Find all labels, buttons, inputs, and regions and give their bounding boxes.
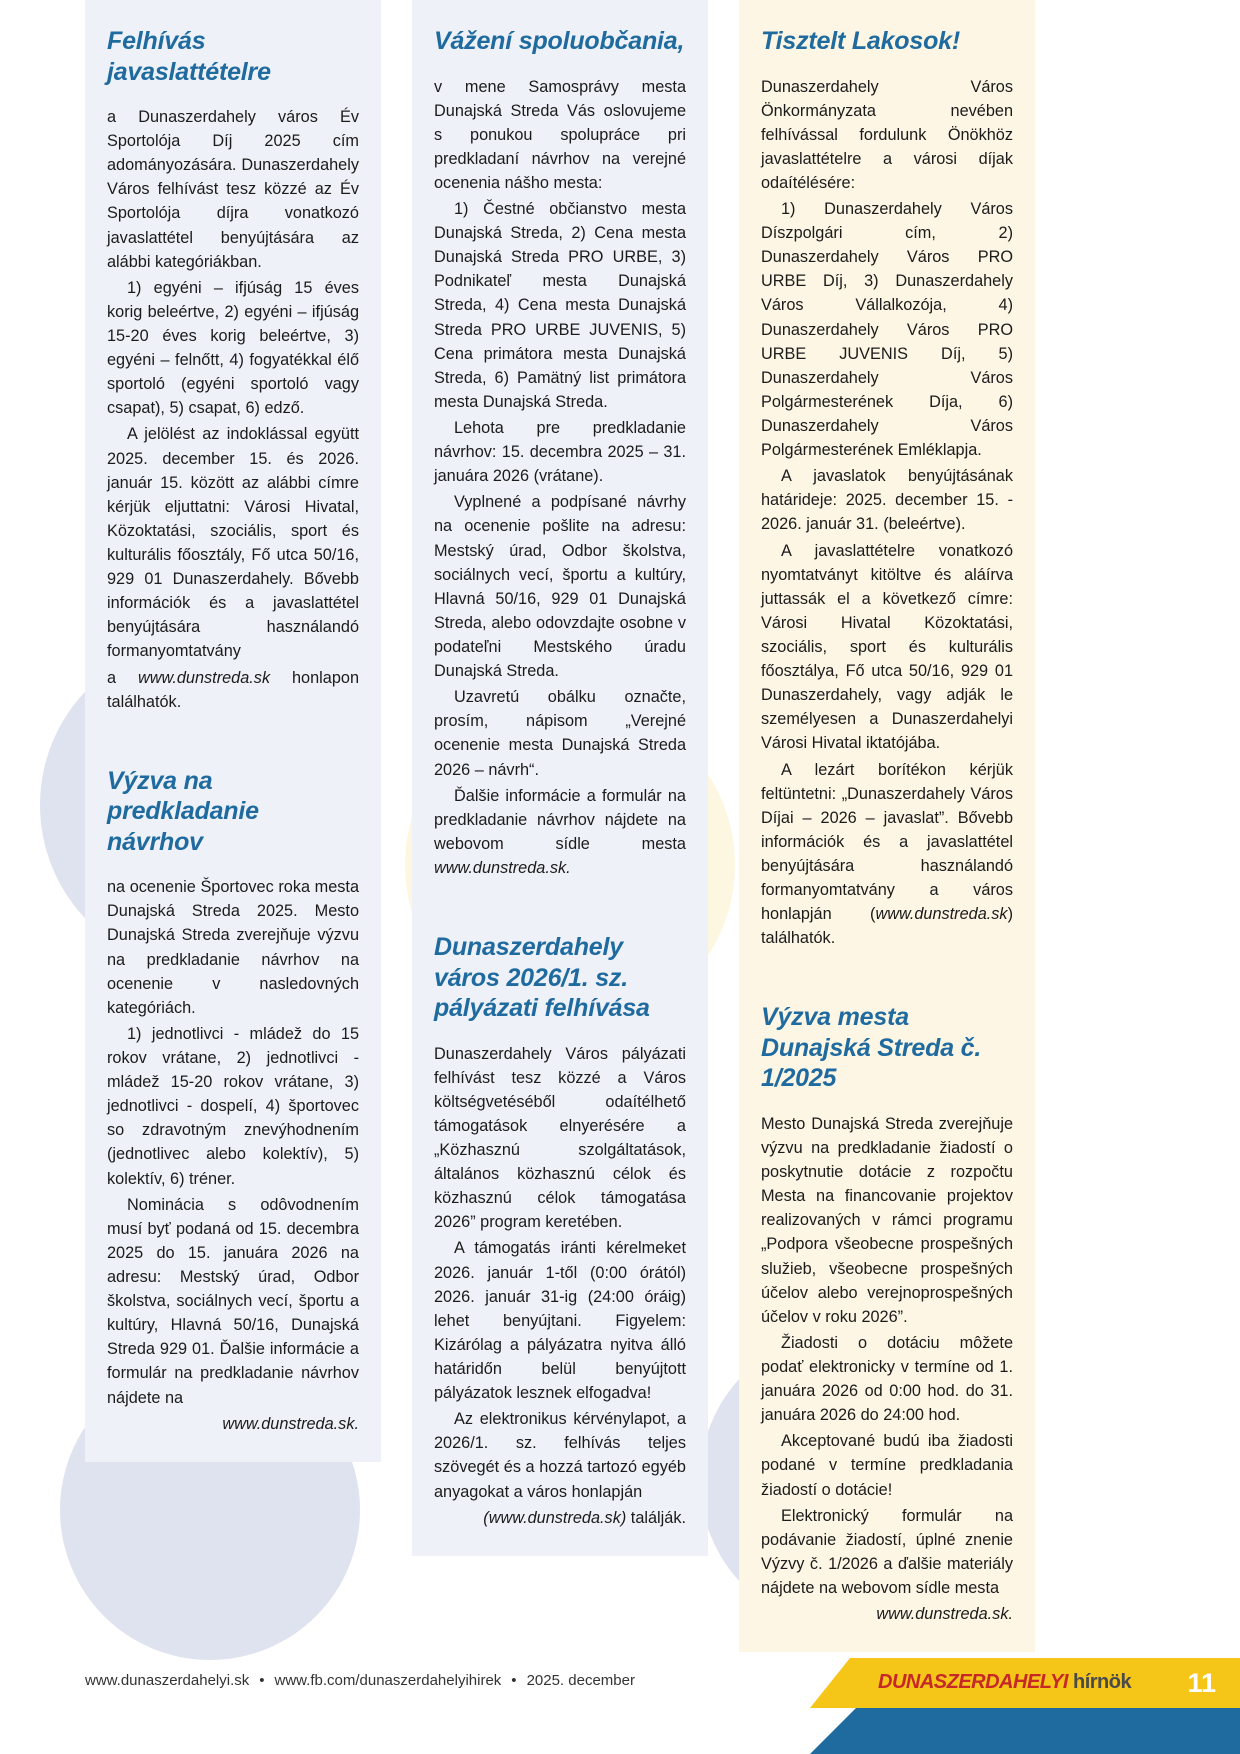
article-paragraph-with-url [107,666,359,714]
text-before-url: a [107,668,138,687]
footer-masthead-band [810,1658,1240,1708]
article-paragraph: Akceptované budú iba žiadosti podané v termíne predkladania žiadostí o dotácie! [761,1432,1013,1499]
article-paragraph: 1) Čestné občianstvo mesta Dunajská Streda, 2) Cena mesta Dunajská Streda PRO URBE, 3) Podnikateľ mesta Dunajská Streda, 4) Cena mesta Dunajská Streda PRO URBE JUVENIS, 5) Cena primátora mesta Dunajská Streda, 6) Pamätný list primátora mesta Dunajská Streda. [434,200,686,411]
article-paragraph: v mene Samosprávy mesta Dunajská Streda Vás oslovujeme s ponukou spolupráce pri predkladaní návrhov na verejné ocenenia nášho mesta: [434,77,686,192]
article-paragraph: Dunaszerdahely Város pályázati felhívást tesz közzé a Város költségvetéséből odaítélhető támogatások elnyerésére a „Közhasznú szolgáltatások, általános közhasznú célok és közhasznú célok támogatása 2026” program keretében. [434,1044,686,1232]
footer-separator-1: • [259,1672,265,1689]
article-paragraph-with-url [434,1506,686,1530]
article-paragraph: 1) Dunaszerdahely Város Díszpolgári cím, 2) Dunaszerdahely Város PRO URBE Díj, 3) Dunaszerdahely Város Vállalkozója, 4) Dunaszerdahely Város PRO URBE JUVENIS Díj, 5) Dunaszerdahely Város Polgármesterének Díja, 6) Dunaszerdahely Város Polgármesterének Emléklapja. [761,200,1013,460]
footer-issue-date: 2025. december [526,1672,635,1689]
footer-meta [85,1672,635,1689]
article-title: Výzva na predkladanie návrhov [107,766,259,856]
footer-blue-shape [810,1708,1240,1754]
text-before-url: A lezárt borítékon kérjük feltüntetni: „Dunaszerdahely Város Díjai – 2026 – javaslat”. Bővebb információk és a javaslattétel benyújtására használandó formanyomtatvány a város honlapján ( [761,760,1013,924]
article-vyzva-na-predkladanie-navrhov [85,740,381,1462]
column-left [85,0,381,1462]
article-title: Dunaszerdahely város 2026/1. sz. pályázati felhívása [434,933,650,1023]
text-after-url: honlapon találhatók. [107,668,359,711]
page-number: 11 [1187,1668,1216,1698]
article-paragraph: Uzavretú obálku označte, prosím, nápisom „Verejné ocenenie mesta Dunajská Streda 2026 – návrh“. [434,688,686,779]
column-right [739,0,1035,1652]
page-footer [0,1644,1240,1754]
article-vazeni-spoluobcania [412,0,708,906]
article-paragraph: A jelölést az indoklással együtt 2025. december 15. és 2026. január 15. között az alábbi címre kérjük eljuttatni: Városi Hivatal, Közoktatási, szociális, sport és kulturális főosztály, Fő utca 50/16, 929 01 Dunaszerdahely. Bővebb információk és a javaslattétel benyújtására használandó formanyomtatvány [107,425,359,661]
article-title: Tisztelt Lakosok! [761,27,960,55]
text-after-url: találják. [626,1508,686,1527]
article-paragraph: 1) jednotlivci - mládež do 15 rokov vrátane, 2) jednotlivci - mládež 15-20 rokov vrátane, 3) jednotlivci - dospelí, 4) športovec so zdravotným znevýhodnením (jednotlivec alebo kolektív), 5) kolektív, 6) tréner. [107,1024,359,1188]
article-title: Výzva mesta Dunajská Streda č. 1/2025 [761,1003,982,1093]
text-before-url: Ďalšie informácie a formulár na predkladanie návrhov nájdete na webovom sídle mesta [434,786,686,853]
article-paragraph: Az elektronikus kérvénylapot, a 2026/1. sz. felhívás teljes szövegét és a hozzá tartozó egyéb anyagokat a város honlapján [434,1410,686,1501]
article-paragraph: A támogatás iránti kérelmeket 2026. január 1-től (0:00 órától) 2026. január 31-ig (24:00 óráig) lehet benyújtani. Figyelem: Kizárólag a pályázatra nyitva álló határidőn belül benyújtott pályázatok lesznek elfogadva! [434,1239,686,1403]
footer-website[interactable]: www.dunaszerdahelyi.sk [85,1672,250,1689]
article-paragraph: Elektronický formulár na podávanie žiadostí, úplné znenie Výzvy č. 1/2026 a ďalšie materiály nájdete na webovom sídle mesta [761,1506,1013,1598]
article-paragraph: a Dunaszerdahely város Év Sportolója Díj 2025 cím adományozására. Dunaszerdahely Város felhívást tesz közzé az Év Sportolója díjra vonatkozó javaslattétel benyújtására az alábbi kategóriákban. [107,108,359,271]
website-url: www.dunstreda.sk. [876,1605,1013,1624]
article-title: Vážení spoluobčania, [434,27,685,55]
article-paragraph: A javaslattételre vonatkozó nyomtatványt kitöltve és aláírva juttassák el a következő címre: Városi Hivatal Közoktatási, szociális, sport és kulturális főosztálya, Fő utca 50/16, 929 01 Dunaszerdahely, vagy adják le személyesen a Dunaszerdahelyi Városi Hivatal iktatójába. [761,541,1013,753]
website-url: www.dunstreda.sk. [434,859,571,877]
masthead-brand: DUNASZERDAHELYI [878,1671,1068,1693]
article-paragraph: na ocenenie Športovec roka mesta Dunajská Streda 2025. Mesto Dunajská Streda zverejňuje výzvu na predkladanie návrhov na ocenenie v nasledovných kategóriách. [107,878,359,1017]
website-url: www.dunstreda.sk. [222,1414,359,1433]
article-paragraph: Žiadosti o dotáciu môžete podať elektronicky v termíne od 1. januára 2026 od 0:00 hod. do 31. januára 2026 do 24:00 hod. [761,1333,1013,1425]
article-paragraph-with-url [761,758,1013,951]
text-after-url: ) találhatók. [761,905,1013,948]
footer-facebook[interactable]: www.fb.com/dunaszerdahelyihirek [274,1672,502,1689]
column-middle [412,0,708,1556]
article-title: Felhívás javaslattételre [107,27,271,86]
article-paragraph: Vyplnené a podpísané návrhy na ocenenie pošlite na adresu: Mestský úrad, Odbor školstva, sociálnych vecí, športu a kultúry, Hlavná 50/16, 929 01 Dunajská Streda, alebo odovzdajte osobne v podateľni Mestského úradu Dunajská Streda. [434,493,686,681]
footer-separator-2: • [511,1672,517,1689]
article-paragraph: Nominácia s odôvodnením musí byť podaná od 15. decembra 2025 do 15. januára 2026 na adresu: Mestský úrad, Odbor školstva, sociálnych vecí, športu a kultúry, Hlavná 50/16, Dunajská Streda 929 01. Ďalšie informácie a formulár na predkladanie návrhov nájdete na [107,1195,359,1407]
article-paragraph: Dunaszerdahely Város Önkormányzata nevében felhívással fordulunk Önökhöz javaslattételre a városi díjak odaítélésére: [761,77,1013,192]
article-paragraph: Mesto Dunajská Streda zverejňuje výzvu na predkladanie žiadostí o poskytnutie dotácie z rozpočtu Mesta na financovanie projektov realizovaných v rámci programu „Podpora všeobecne prospešných služieb, všeobecne prospešných účelov alebo verejnoprospešných účelov v roku 2026”. [761,1114,1013,1326]
article-palyazati-felhivas [412,906,708,1556]
article-paragraph: 1) egyéni – ifjúság 15 éves korig beleértve, 2) egyéni – ifjúság 15-20 éves korig beleértve, 3) egyéni – felnőtt, 4) fogyatékkal élő sportoló (egyéni sportoló vagy csapat), 5) csapat, 6) edző. [107,278,359,418]
masthead-suffix: hírnök [1072,1671,1132,1693]
article-paragraph: A javaslatok benyújtásának határideje: 2025. december 15. - 2026. január 31. (beleértve). [761,467,1013,534]
website-url: (www.dunstreda.sk) [483,1508,627,1527]
article-paragraph-with-url [434,784,686,880]
article-tisztelt-lakosok [739,0,1035,976]
article-paragraph: Lehota pre predkladanie návrhov: 15. decembra 2025 – 31. januára 2026 (vrátane). [434,419,686,486]
website-url: www.dunstreda.sk [137,668,271,687]
article-vyzva-mesta-dunajska-streda [739,976,1035,1652]
masthead-logo [878,1671,1131,1694]
website-url: www.dunstreda.sk [875,905,1008,924]
article-felhivas-javaslattetelre [85,0,381,740]
